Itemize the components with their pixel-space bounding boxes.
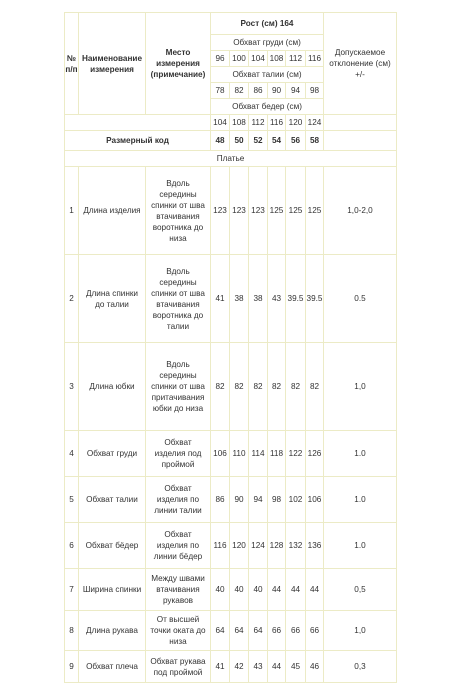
size-value: 40 [249, 569, 268, 611]
size-value: 123 [211, 167, 230, 255]
table-row [65, 477, 397, 523]
size-value: 44 [268, 569, 286, 611]
size-value: 43 [268, 255, 286, 343]
size-value: 82 [249, 343, 268, 431]
measurement-place: Обхват изделия по линии талии [146, 477, 211, 523]
chest-value: 96 [211, 51, 230, 67]
measurement-place: Вдоль середины спинки от шва втачивания воротника до талии [146, 255, 211, 343]
tolerance-spacer [324, 115, 397, 131]
size-value: 66 [306, 611, 324, 651]
size-value: 42 [230, 651, 249, 683]
measurement-name: Длина спинки до талии [79, 255, 146, 343]
size-value: 132 [286, 523, 306, 569]
name-header: Наименование измерения [79, 13, 146, 115]
size-value: 98 [268, 477, 286, 523]
hips-header: Обхват бедер (см) [211, 99, 324, 115]
size-value: 64 [230, 611, 249, 651]
chest-header: Обхват груди (см) [211, 35, 324, 51]
size-value: 90 [230, 477, 249, 523]
size-value: 125 [268, 167, 286, 255]
size-value: 45 [286, 651, 306, 683]
size-value: 64 [211, 611, 230, 651]
chest-value: 100 [230, 51, 249, 67]
size-code-row [65, 131, 397, 151]
chest-value: 104 [249, 51, 268, 67]
hips-value: 104 [211, 115, 230, 131]
chest-value: 112 [286, 51, 306, 67]
hips-value: 112 [249, 115, 268, 131]
size-code-value: 48 [211, 131, 230, 151]
measurement-place: Вдоль середины спинки от шва втачивания воротника до низа [146, 167, 211, 255]
size-value: 46 [306, 651, 324, 683]
measurement-name: Длина рукава [79, 611, 146, 651]
waist-value: 98 [306, 83, 324, 99]
row-number: 6 [65, 523, 79, 569]
size-code-value: 52 [249, 131, 268, 151]
waist-value: 90 [268, 83, 286, 99]
table-row [65, 343, 397, 431]
size-value: 66 [286, 611, 306, 651]
size-value: 82 [286, 343, 306, 431]
row-number: 9 [65, 651, 79, 683]
measurement-name: Длина изделия [79, 167, 146, 255]
size-value: 125 [286, 167, 306, 255]
size-code-label: Размерный код [65, 131, 211, 151]
header-row [65, 13, 397, 35]
size-value: 82 [306, 343, 324, 431]
measurement-name: Обхват плеча [79, 651, 146, 683]
size-value: 40 [230, 569, 249, 611]
size-value: 38 [230, 255, 249, 343]
waist-value: 78 [211, 83, 230, 99]
num-header: № п/п [65, 13, 79, 115]
size-value: 126 [306, 431, 324, 477]
hips-values-row [65, 115, 397, 131]
measurement-place: Обхват изделия по линии бёдер [146, 523, 211, 569]
table-row [65, 431, 397, 477]
measurement-place: Обхват изделия под проймой [146, 431, 211, 477]
size-value: 124 [249, 523, 268, 569]
size-table [64, 12, 397, 683]
size-code-value: 56 [286, 131, 306, 151]
measurement-name: Ширина спинки [79, 569, 146, 611]
size-value: 39.5 [286, 255, 306, 343]
size-value: 118 [268, 431, 286, 477]
tolerance-value: 0.5 [324, 255, 397, 343]
size-value: 120 [230, 523, 249, 569]
tolerance-value: 1.0 [324, 431, 397, 477]
measurement-name: Обхват груди [79, 431, 146, 477]
height-header: Рост (см) 164 [211, 13, 324, 35]
measurement-place: Между швами втачивания рукавов [146, 569, 211, 611]
size-value: 128 [268, 523, 286, 569]
table-row [65, 255, 397, 343]
row-number: 1 [65, 167, 79, 255]
row-number: 2 [65, 255, 79, 343]
place-header: Место измерения (примечание) [146, 13, 211, 115]
hips-value: 120 [286, 115, 306, 131]
size-code-tolerance [324, 131, 397, 151]
size-value: 110 [230, 431, 249, 477]
hips-value: 116 [268, 115, 286, 131]
measurement-place: От высшей точки оката до низа [146, 611, 211, 651]
size-code-value: 50 [230, 131, 249, 151]
measurement-place: Вдоль середины спинки от шва притачивания юбки до низа [146, 343, 211, 431]
waist-header: Обхват талии (см) [211, 67, 324, 83]
measurement-name: Обхват талии [79, 477, 146, 523]
size-value: 44 [286, 569, 306, 611]
size-value: 40 [211, 569, 230, 611]
tolerance-value: 1.0 [324, 523, 397, 569]
hips-value: 108 [230, 115, 249, 131]
measurement-name: Длина юбки [79, 343, 146, 431]
tolerance-value: 1,0 [324, 343, 397, 431]
tolerance-header: Допускаемое отклонение (см) +/- [324, 13, 397, 115]
size-value: 125 [306, 167, 324, 255]
size-value: 114 [249, 431, 268, 477]
table-row [65, 523, 397, 569]
hips-value: 124 [306, 115, 324, 131]
table-row [65, 167, 397, 255]
chest-value: 116 [306, 51, 324, 67]
table-row [65, 651, 397, 683]
table-row [65, 569, 397, 611]
size-value: 116 [211, 523, 230, 569]
size-value: 43 [249, 651, 268, 683]
section-title: Платье [65, 151, 397, 167]
tolerance-value: 1,0 [324, 611, 397, 651]
measurement-name: Обхват бёдер [79, 523, 146, 569]
row-number: 3 [65, 343, 79, 431]
size-code-value: 58 [306, 131, 324, 151]
size-value: 64 [249, 611, 268, 651]
chest-value: 108 [268, 51, 286, 67]
tolerance-value: 0,5 [324, 569, 397, 611]
size-value: 106 [306, 477, 324, 523]
size-value: 82 [268, 343, 286, 431]
size-value: 66 [268, 611, 286, 651]
size-value: 41 [211, 651, 230, 683]
size-value: 123 [249, 167, 268, 255]
size-value: 44 [268, 651, 286, 683]
waist-value: 82 [230, 83, 249, 99]
table-row [65, 611, 397, 651]
row-number: 8 [65, 611, 79, 651]
waist-value: 86 [249, 83, 268, 99]
size-value: 39.5 [306, 255, 324, 343]
size-code-value: 54 [268, 131, 286, 151]
size-value: 102 [286, 477, 306, 523]
size-value: 94 [249, 477, 268, 523]
waist-value: 94 [286, 83, 306, 99]
row-number: 5 [65, 477, 79, 523]
size-value: 82 [211, 343, 230, 431]
size-value: 38 [249, 255, 268, 343]
tolerance-value: 1.0 [324, 477, 397, 523]
section-row [65, 151, 397, 167]
size-value: 123 [230, 167, 249, 255]
size-value: 44 [306, 569, 324, 611]
tolerance-value: 1,0-2,0 [324, 167, 397, 255]
size-value: 41 [211, 255, 230, 343]
size-value: 136 [306, 523, 324, 569]
row-number: 7 [65, 569, 79, 611]
tolerance-value: 0,3 [324, 651, 397, 683]
hips-spacer [65, 115, 211, 131]
size-value: 86 [211, 477, 230, 523]
size-value: 106 [211, 431, 230, 477]
measurement-place: Обхват рукава под проймой [146, 651, 211, 683]
size-value: 122 [286, 431, 306, 477]
size-value: 82 [230, 343, 249, 431]
row-number: 4 [65, 431, 79, 477]
